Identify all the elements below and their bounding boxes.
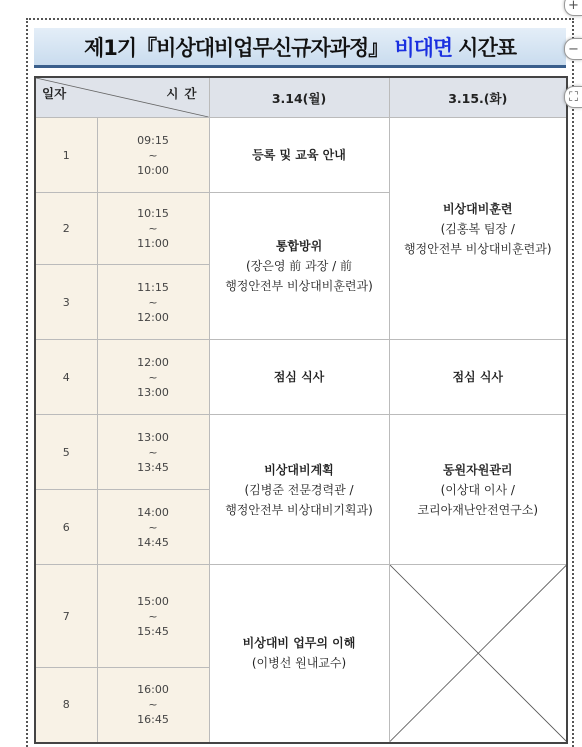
time-slot: 15:00 ~ 15:45 (97, 565, 209, 668)
session-training: 비상대비훈련 (김홍복 팀장 / 행정안전부 비상대비훈련과) (389, 118, 567, 340)
time-slot: 09:15 ~ 10:00 (97, 118, 209, 193)
time-slot: 14:00 ~ 14:45 (97, 490, 209, 565)
title-accent: 비대면 (394, 35, 453, 60)
session-defense: 통합방위 (장은영 前 과장 / 前 행정안전부 비상대비훈련과) (209, 193, 389, 340)
time-slot: 13:00 ~ 13:45 (97, 415, 209, 490)
empty-cell-crossed (389, 565, 567, 743)
session-orientation: 등록 및 교육 안내 (209, 118, 389, 193)
header-time-label: 시간 (166, 86, 203, 101)
row-number: 8 (35, 668, 97, 743)
row-number: 5 (35, 415, 97, 490)
time-slot: 11:15 ~ 12:00 (97, 265, 209, 340)
zoom-in-button[interactable]: + (564, 0, 582, 16)
zoom-out-button[interactable]: − (564, 38, 582, 60)
table-row (35, 340, 567, 415)
row-number: 6 (35, 490, 97, 565)
header-row (35, 77, 567, 118)
session-lunch-day2: 점심 식사 (389, 340, 567, 415)
fit-page-button[interactable]: ⛶ (564, 86, 582, 108)
title-main: 제1기『비상대비업무신규자과정』 (83, 35, 389, 60)
row-number: 4 (35, 340, 97, 415)
row-number: 2 (35, 193, 97, 265)
row-number: 7 (35, 565, 97, 668)
table-row (35, 118, 567, 193)
row-number: 3 (35, 265, 97, 340)
session-resource: 동원자원관리 (이상대 이사 / 코리아재난안전연구소) (389, 415, 567, 565)
time-slot: 12:00 ~ 13:00 (97, 340, 209, 415)
cross-mark (390, 565, 567, 742)
row-number: 1 (35, 118, 97, 193)
time-slot: 16:00 ~ 16:45 (97, 668, 209, 743)
session-plan: 비상대비계획 (김병준 전문경력관 / 행정안전부 비상대비기획과) (209, 415, 389, 565)
header-day2: 3.15.(화) (389, 77, 567, 118)
table-row (35, 565, 567, 668)
session-understand: 비상대비 업무의 이해 (이병선 원내교수) (209, 565, 389, 743)
table-row (35, 415, 567, 490)
header-date-label: 일자 (42, 86, 67, 101)
header-corner (35, 77, 209, 118)
session-lunch-day1: 점심 식사 (209, 340, 389, 415)
page-title (34, 28, 566, 68)
header-day1: 3.14(월) (209, 77, 389, 118)
title-tail: 시간표 (458, 35, 517, 60)
schedule-table (34, 76, 568, 744)
time-slot: 10:15 ~ 11:00 (97, 193, 209, 265)
